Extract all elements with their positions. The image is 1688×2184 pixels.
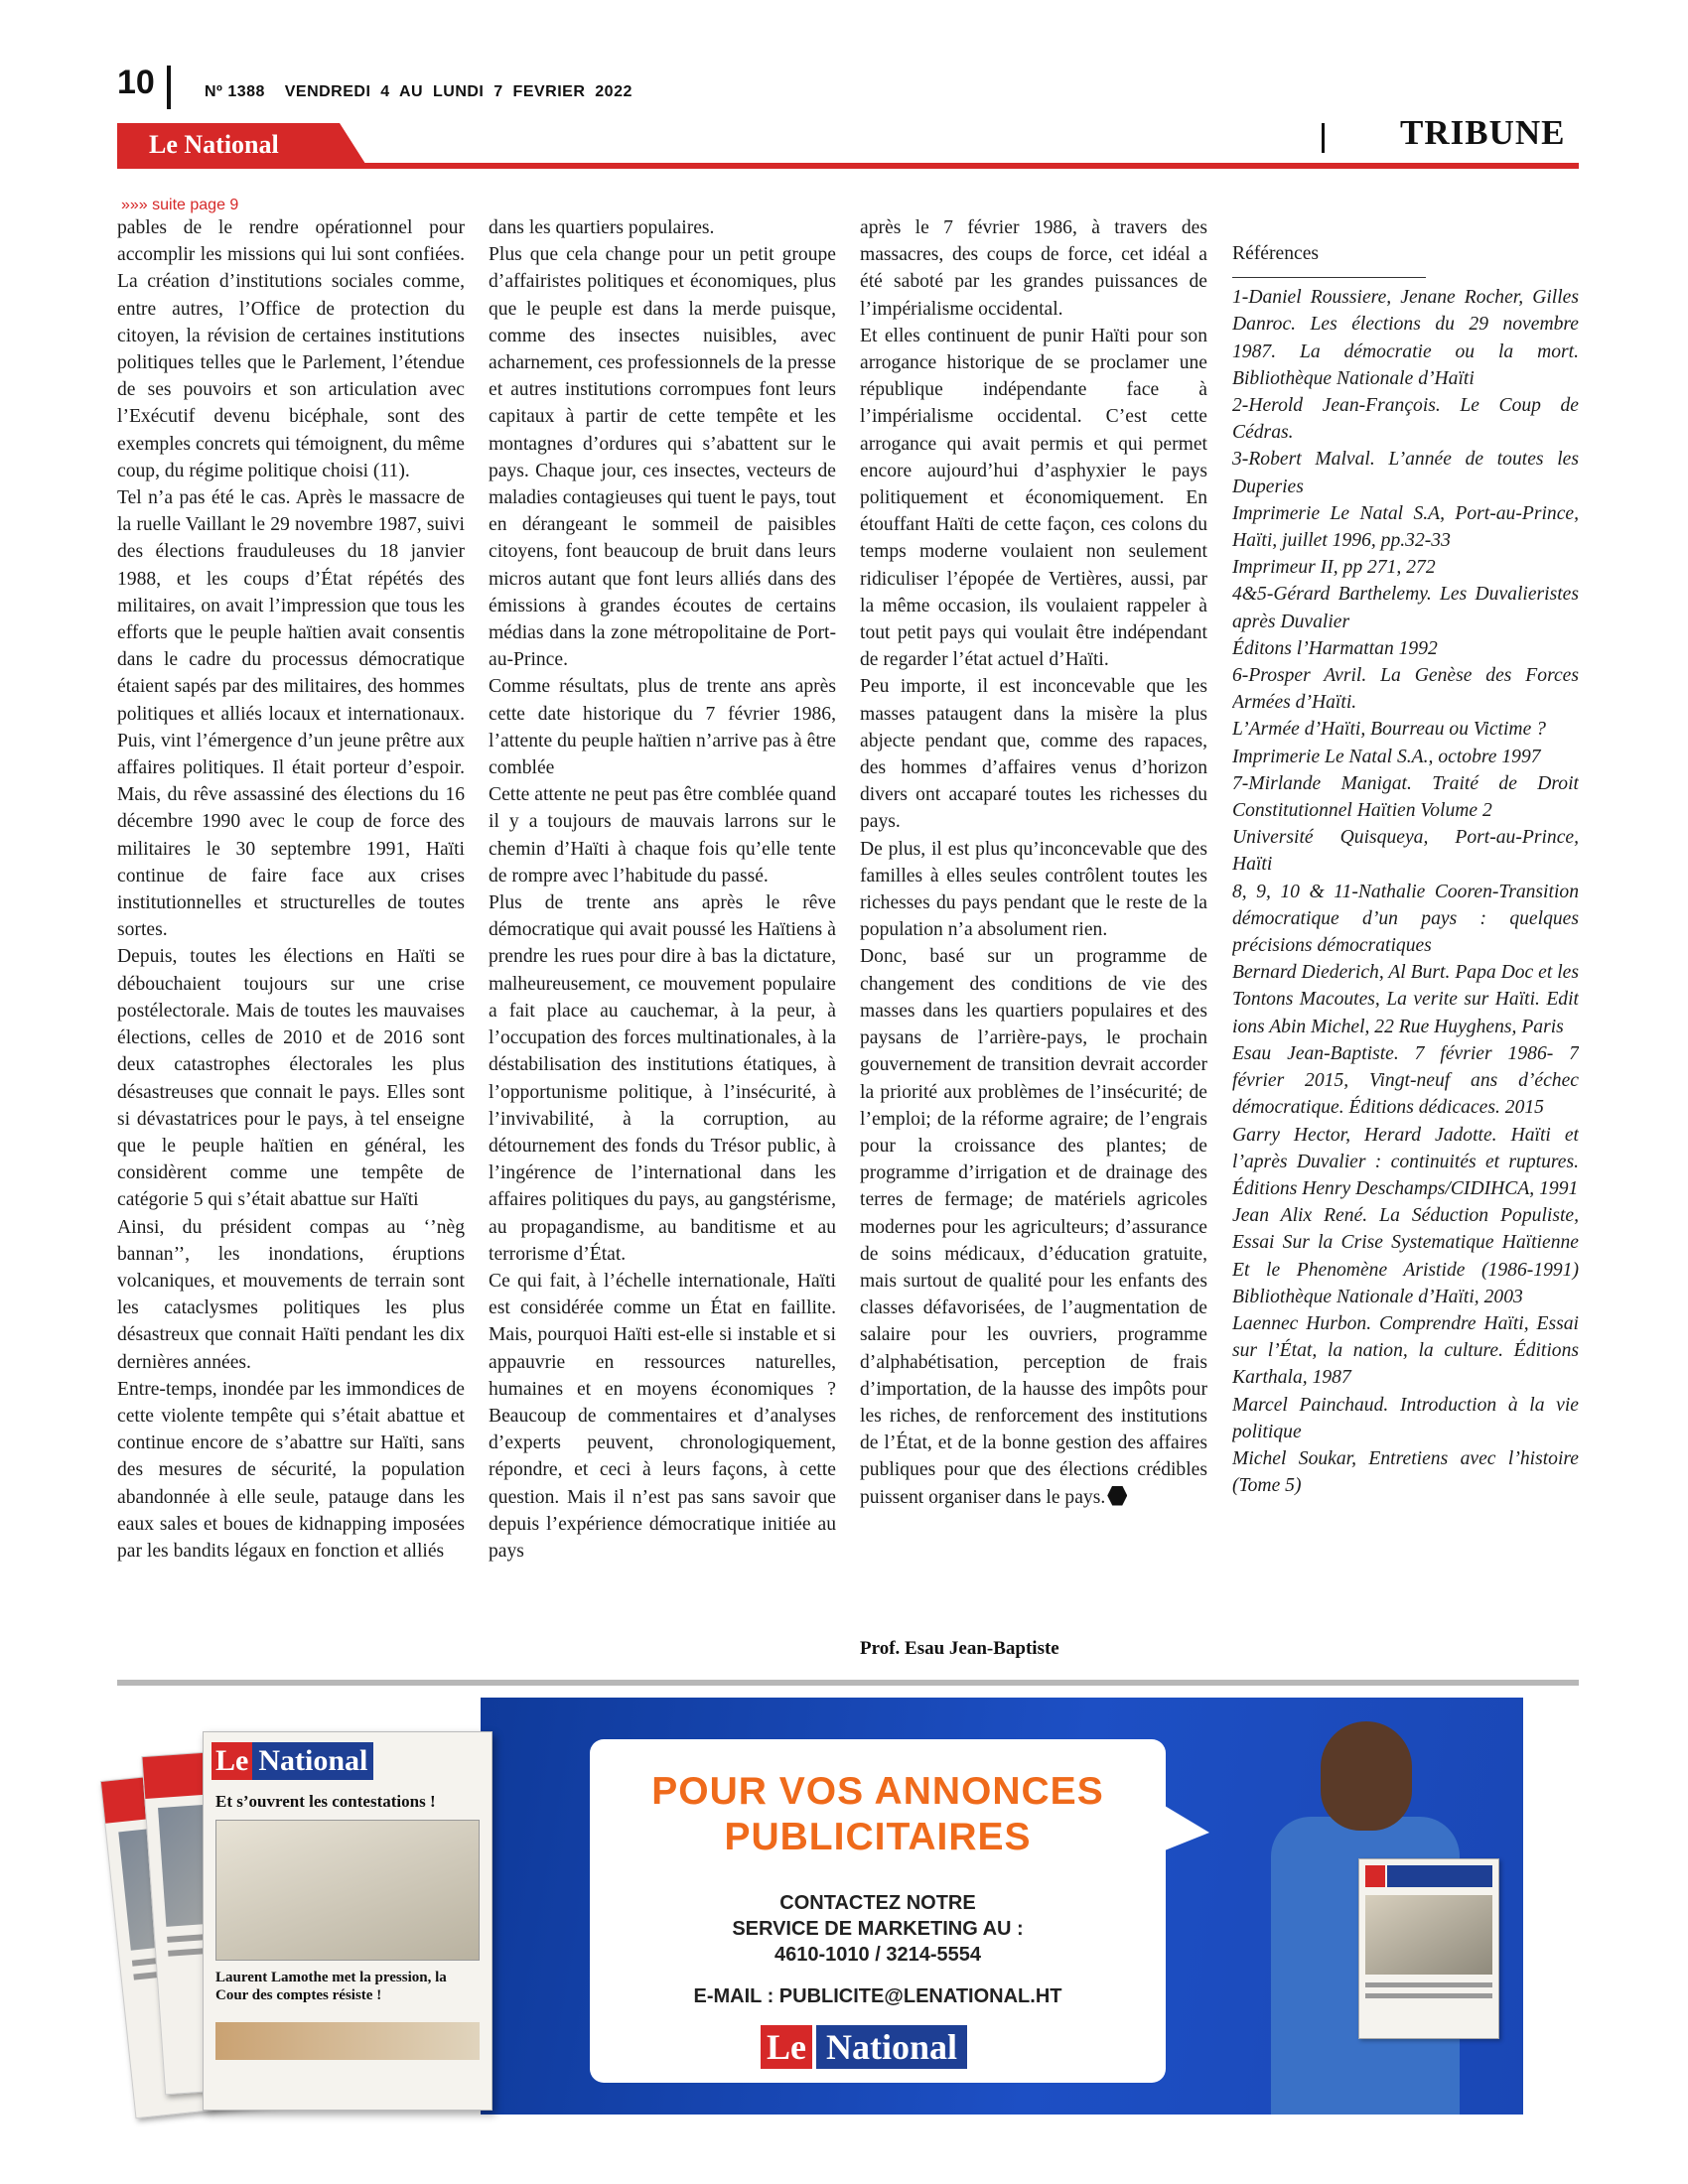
- reference-item: Jean Alix René. La Séduction Populiste, Essai Sur la Crise Systematique Haïtienne Et le Phenomène Aristide (1986-1991) Bibliothèque Nationale d’Haïti, 2003: [1232, 1205, 1579, 1307]
- paragraph: Entre-temps, inondée par les immondices de cette violente tempête qui s’était abattue et continue encore de s’abattre sur Haïti, sans des mesures de sécurité, la population abandonnée à elle seule, patauge dans les eaux sales et boues de kidnapping imposées par les bandits légaux en fonction et alliés: [117, 1378, 465, 1562]
- article-column-3: [860, 214, 1207, 1664]
- references-rule: [1232, 277, 1426, 278]
- ad-contact-line: SERVICE DE MARKETING AU :: [732, 1918, 1024, 1940]
- ad-contact: [590, 1890, 1166, 1968]
- masthead-national: National: [252, 1742, 373, 1780]
- references-heading: Références: [1232, 243, 1320, 264]
- ad-contact-line: CONTACTEZ NOTRE: [779, 1892, 976, 1914]
- paragraph: Cette attente ne peut pas être comblée quand il y a toujours de mauvais larrons sur le chemin d’Haïti à chaque fois qu’elle tente de rompre avec l’habitude du passé.: [489, 784, 836, 887]
- ad-separator-rule: [117, 1680, 1579, 1686]
- reference-item: 2-Herold Jean-François. Le Coup de Cédras.: [1232, 395, 1579, 444]
- header-divider: [167, 66, 171, 109]
- ad-title: [590, 1769, 1166, 1860]
- reference-item: 7-Mirlande Manigat. Traité de Droit Constitutionnel Haïtien Volume 2: [1232, 772, 1579, 822]
- logo-national: National: [816, 2025, 967, 2069]
- paragraph: dans les quartiers populaires.: [489, 217, 715, 238]
- reference-item: Laennec Hurbon. Comprendre Haïti, Essai sur l’État, la nation, la culture. Éditions Karthala, 1987: [1232, 1312, 1579, 1389]
- man-holding-newspaper-image: [1209, 1698, 1523, 2115]
- ad-logo: [761, 2025, 967, 2069]
- article-column-2: [489, 214, 836, 1664]
- reference-item: Bernard Diederich, Al Burt. Papa Doc et les Tontons Macoutes, La verite sur Haïti. Edit ions Abin Michel, 22 Rue Huyghens, Paris: [1232, 962, 1579, 1037]
- paragraph: Plus de trente ans après le rêve démocratique qui avait poussé les Haïtiens à prendre les rues pour dire à bas la dictature, malheureusement, ce mouvement populaire a fait place au cauchemar, à la peur, à l’occupation des forces multinationales, à la déstabilisation des institutions étatiques, à l’opportunisme politique, à l’insécurité, à l’invivabilité, à la corruption, au détournement des fonds du Trésor public, à l’ingérence de l’international dans les affaires politiques du pays, au gangstérisme, au propagandisme, au banditisme et au terrorisme d’État.: [489, 892, 836, 1265]
- reference-item: Michel Soukar, Entretiens avec l’histoire (Tome 5): [1232, 1447, 1579, 1497]
- section-divider: [1322, 123, 1325, 153]
- logo-le: Le: [761, 2025, 812, 2069]
- ad-email[interactable]: E-MAIL : PUBLICITE@LENATIONAL.HT: [693, 1985, 1062, 2007]
- references-column: [1232, 240, 1579, 1690]
- article-column-1: [117, 214, 465, 1664]
- author-byline: Prof. Esau Jean-Baptiste: [860, 1638, 1059, 1659]
- paragraph: après le 7 février 1986, à travers des massacres, des coups de force, cet idéal a été saboté par les grandes puissances de l’impérialisme occidental.: [860, 217, 1207, 320]
- issue-date-line: Nº 1388 VENDREDI 4 AU LUNDI 7 FEVRIER 2022: [205, 83, 633, 100]
- cartoon-image: [215, 1820, 480, 1961]
- ad-title-line: POUR VOS ANNONCES: [651, 1770, 1104, 1813]
- newspaper-subhead: Laurent Lamothe met la pression, la Cour des comptes résiste !: [215, 1970, 447, 2003]
- reference-item: 6-Prosper Avril. La Genèse des Forces Armées d’Haïti.: [1232, 665, 1579, 714]
- header-rule: [117, 163, 1579, 169]
- paragraph: Peu importe, il est inconcevable que les masses pataugent dans la misère la plus abjecte pendant que, comme des rapaces, des hommes d’affaires venus d’horizon divers ont accaparé toutes les richesses du pays.: [860, 676, 1207, 833]
- reference-item: Garry Hector, Herard Jadotte. Haïti et l’après Duvalier : continuités et ruptures. Éditions Henry Deschamps/CIDIHCA, 1991: [1232, 1124, 1579, 1199]
- man-head: [1321, 1721, 1412, 1831]
- continued-from-label: »»» suite page 9: [121, 197, 239, 213]
- reference-item: Esau Jean-Baptiste. 7 février 1986- 7 février 2015, Vingt-neuf ans d’échec démocratique. Éditions dédicaces. 2015: [1232, 1042, 1579, 1119]
- paragraph: Ainsi, du président compas au ‘’nèg bannan’’, les inondations, éruptions volcaniques, et mouvements de terrain sont les cataclysmes politiques les plus désastreux que connait Haïti pendant les dix dernières années.: [117, 1216, 465, 1373]
- reference-item: 1-Daniel Roussiere, Jenane Rocher, Gilles Danroc. Les élections du 29 novembre 1987. La démocratie ou la mort. Bibliothèque Nationale d’Haïti: [1232, 287, 1579, 389]
- end-of-article-icon: [1107, 1486, 1127, 1506]
- closing-paragraph-text: Donc, basé sur un programme de changement des conditions de vie des masses dans les quartiers populaires et des paysans de l’arrière-pays, le prochain gouvernement de transition devrait accorder la priorité aux problèmes de l’insécurité; de l’emploi; de la réforme agraire; de l’engrais pour la croissance des plantes; de programme d’irrigation et de drainage des terres de fermage; de matériels agricoles modernes pour les agriculteurs; d’assurance de soins médicaux, d’éducation gratuite, mais surtout de qualité pour les enfants des classes défavorisées, de l’augmentation de salaire pour les ouvriers, programme d’alphabétisation, perception de frais d’importation, de la hausse des impôts pour les riches, de renforcement des institutions de l’État, et de la bonne gestion des affaires publiques pour que des élections crédibles puissent organiser dans le pays.: [860, 946, 1207, 1508]
- brand-name: Le National: [149, 130, 279, 159]
- paragraph: De plus, il est plus qu’inconcevable que des familles à elles seules contrôlent toutes les richesses du pays pendant que le reste de la population n’a absolument rien.: [860, 838, 1207, 941]
- ad-phone-numbers[interactable]: 4610-1010 / 3214-5554: [774, 1944, 981, 1966]
- reference-item: Imprimeur II, pp 271, 272: [1232, 557, 1436, 579]
- reference-item: 3-Robert Malval. L’année de toutes les Duperies: [1232, 449, 1579, 497]
- reference-item: Imprimerie Le Natal S.A, Port-au-Prince, Haïti, juillet 1996, pp.32-33: [1232, 502, 1579, 552]
- paragraph: [860, 943, 1207, 1510]
- masthead-le: Le: [211, 1742, 252, 1780]
- reference-item: 8, 9, 10 & 11-Nathalie Cooren-Transition démocratique d’un pays : quelques précisions démocratiques: [1232, 881, 1579, 957]
- reference-item: Imprimerie Le Natal S.A., octobre 1997: [1232, 746, 1541, 767]
- newspaper-masthead: [211, 1738, 484, 1784]
- paragraph: Ce qui fait, à l’échelle internationale, Haïti est considérée comme un État en faillite. Mais, pourquoi Haïti est-elle si instable et si appauvrie en ressources naturelles, humaines et en moyens économiques ? Beaucoup de commentaires et d’analyses d’experts peuvent, chronologiquement, répondre, et ceci à leurs façons, à cette question. Mais il n’est pas sans savoir que depuis l’expérience démocratique initiée au pays: [489, 1270, 836, 1562]
- paragraph: Tel n’a pas été le cas. Après le massacre de la ruelle Vaillant le 29 novembre 1987, suivi des élections frauduleuses du 18 janvier 1988, et les coups d’État répétés des militaires, on avait l’impression que tous les efforts que le peuple haïtien avait consentis dans le cadre du processus démocratique étaient sapés par des militaires, des hommes politiques et alliés locaux et internationaux. Puis, vint l’émergence d’un jeune prêtre aux affaires politiques. Il était porteur d’espoir. Mais, du rêve assassiné des élections du 16 décembre 1990 avec le coup de force des militaires le 30 septembre 1991, Haïti continue de faire face aux crises institutionnelles et structurelles de toutes sortes.: [117, 487, 465, 941]
- reference-item: Marcel Painchaud. Introduction à la vie politique: [1232, 1394, 1579, 1442]
- advertisement[interactable]: [117, 1698, 1523, 2124]
- newspaper-footer-ad: [215, 2022, 480, 2060]
- held-newspaper: [1358, 1858, 1499, 2039]
- paragraph: Depuis, toutes les élections en Haïti se débouchaient toujours sur une crise postélectorale. Mais de toutes les mauvaises élections, celles de 2010 et de 2016 sont deux catastrophes électorales les plus désastreuses que connait le pays. Elles sont si dévastatrices pour le pays, à tel enseigne que le peuple haïtien en général, les considèrent comme une tempête de catégorie 5 qui s’était abattue sur Haïti: [117, 946, 465, 1211]
- newspaper-headline: Et s’ouvrent les contestations !: [215, 1792, 436, 1811]
- ad-title-line: PUBLICITAIRES: [724, 1816, 1032, 1858]
- ad-speech-bubble: [590, 1739, 1166, 2083]
- reference-item: Université Quisqueya, Port-au-Prince, Haïti: [1232, 827, 1579, 876]
- paragraph: Comme résultats, plus de trente ans après cette date historique du 7 février 1986, l’attente du peuple haïtien n’arrive pas à être comblée: [489, 676, 836, 779]
- page-number: 10: [117, 64, 155, 101]
- paragraph: Plus que cela change pour un petit groupe d’affairistes politiques et économiques, plus que le peuple est dans la merde puisque, comme des insectes nuisibles, avec acharnement, ces professionnels de la presse et autres institutions corrompues font leurs capitaux à partir de cette tempête et les montagnes d’ordures qui s’abattent sur le pays. Chaque jour, ces insectes, vecteurs de maladies contagieuses qui tuent le pays, tout en dérangeant le sommeil de paisibles citoyens, font beaucoup de bruit dans leurs micros autant que font leurs alliés dans des émissions à grandes écoutes de certains médias dans la zone métropolitaine de Port-au-Prince.: [489, 244, 836, 671]
- reference-item: Éditons l’Harmattan 1992: [1232, 637, 1438, 659]
- section-title: TRIBUNE: [1400, 113, 1566, 152]
- reference-item: L’Armée d’Haïti, Bourreau ou Victime ?: [1232, 719, 1546, 741]
- paragraph: pables de le rendre opérationnel pour accomplir les missions qui lui sont confiées. La création d’institutions sociales comme, entre autres, l’Office de protection du citoyen, la révision de certaines institutions politiques telles que le Parlement, l’étendue de ses pouvoirs et son articulation avec l’Exécutif devenu bicéphale, sont des exemples concrets qui témoignent, du même coup, du régime politique choisi (11).: [117, 217, 465, 481]
- reference-item: 4&5-Gérard Barthelemy. Les Duvalieristes après Duvalier: [1232, 584, 1579, 632]
- paragraph: Et elles continuent de punir Haïti pour son arrogance historique de se proclamer une république indépendante face à l’impérialisme occidental. C’est cette arrogance qui avait permis et qui permet encore aujourd’hui d’asphyxier le pays politiquement et économiquement. En étouffant Haïti de cette façon, ces colons du temps moderne voulaient non seulement ridiculiser l’épopée de Vertières, aussi, par la même occasion, ils voulaient rappeler à tout petit pays qui voulait être indépendant de regarder l’état actuel d’Haïti.: [860, 325, 1207, 671]
- newspaper-front-page-image: [203, 1731, 492, 2111]
